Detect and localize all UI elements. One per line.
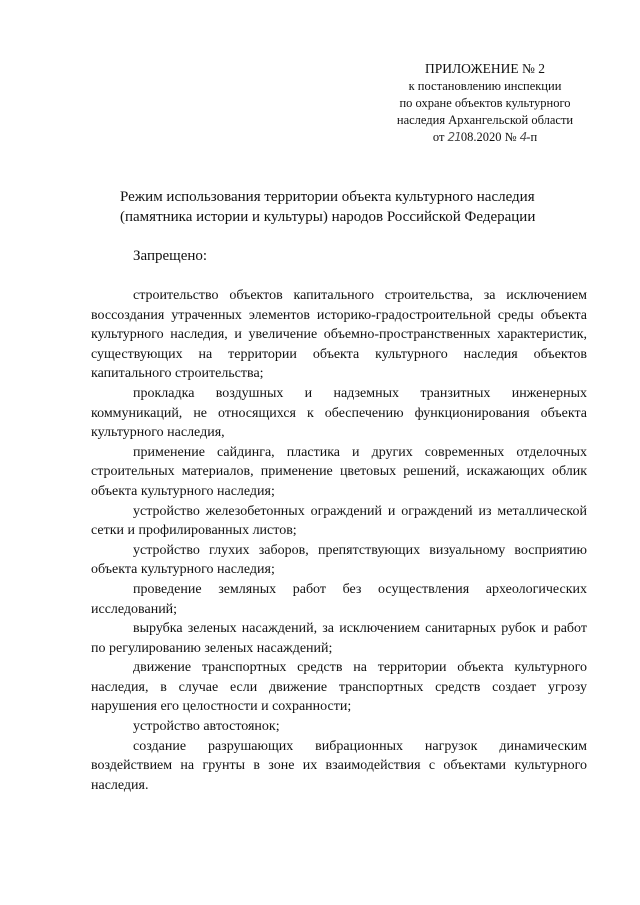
handwritten-number: 4: [519, 130, 527, 144]
date-rest: 08.2020 №: [460, 130, 517, 144]
list-item: проведение земляных работ без осуществления археологических исследований;: [91, 581, 587, 617]
list-item: применение сайдинга, пластика и других современных отделочных строительных материалов, применение цветовых решений, искажающих облик объекта культурного наследия;: [91, 444, 587, 499]
list-item: устройство железобетонных ограждений и ограждений из металлической сетки и профилированных листов;: [91, 503, 587, 539]
appendix-line-2: по охране объектов культурного: [399, 96, 571, 110]
title-line-1: Режим использования территории объекта культурного наследия: [120, 189, 535, 205]
appendix-date-line: [380, 129, 590, 146]
list-item: строительство объектов капитального строительства, за исключением воссоздания утраченных элементов историко-градостроительной среды объекта культурного наследия, и увеличение объемно-пространственных характеристик, существующих на территории объекта культурного наследия объектов капитального строительства;: [91, 288, 587, 382]
list-item: создание разрушающих вибрационных нагрузок динамическим воздействием на грунты в зоне их взаимодействия с объектами культурного наследия.: [91, 738, 587, 793]
appendix-line-3: наследия Архангельской области: [396, 113, 574, 127]
title-line-2: (памятника истории и культуры) народов Российской Федерации: [120, 209, 536, 225]
handwritten-day: 21: [447, 130, 461, 144]
forbidden-label: Запрещено:: [133, 248, 208, 264]
list-item: устройство автостоянок;: [133, 719, 280, 735]
document-title: [120, 187, 600, 227]
restrictions-list: [91, 286, 587, 795]
list-item: вырубка зеленых насаждений, за исключением санитарных рубок и работ по регулированию зеленых насаждений;: [91, 621, 587, 656]
date-prefix: от: [432, 130, 445, 144]
list-item: прокладка воздушных и надземных транзитных инженерных коммуникаций, не относящихся к обеспечению функционирования объекта культурного наследия,: [91, 385, 587, 441]
list-item: движение транспортных средств на территории объекта культурного наследия, в случае если движение транспортных средств создает угрозу нарушения его целостности и сохранности;: [91, 660, 587, 715]
appendix-header: [380, 60, 590, 146]
number-suffix: -п: [526, 130, 538, 144]
list-item: устройство глухих заборов, препятствующих визуальному восприятию объекта культурного наследия;: [91, 542, 587, 578]
appendix-line-1: к постановлению инспекции: [408, 79, 562, 93]
appendix-title: ПРИЛОЖЕНИЕ № 2: [424, 61, 546, 76]
